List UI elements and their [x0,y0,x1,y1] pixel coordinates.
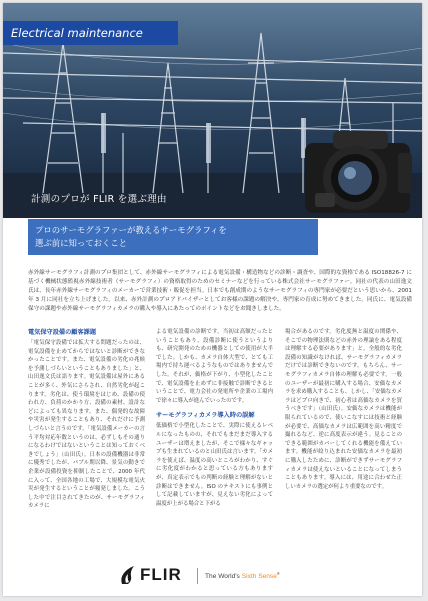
hero-title: 計測のプロが FLIR を選ぶ理由 [31,194,167,205]
tagline-accent: Sixth Sense [241,573,277,581]
column-3-body: 場合があるのです。劣化度無と温度の関係や、そこでの物理法則などの赤外の理論をある程度は理解する必要があります」と。全般的な劣化設備の知識がなければ、サーモグラフィカメラだけでは診断できないのです。もちろん、サーモグラフィカメラ自体の理解も必要です。一般のユーザーが最初に購入する場合、安価なカメラを求め購入することも、しかし、「安価なカメラはどプロ向きで、初心者は高価なカメラを買うべきです」（山田氏）。安価なカメラは機能が限られているので、使いこなすには技術と経験が必要で、高価なカメラは広範囲を高い精度で撮れるなど、逆に高度表示が違う。見ることのできる範囲がカバーしてくれる機能を備えています。機能が絞り込まれた安価なカメラを最初に購入したために、診断ができずサーモグラフィカメラは使えないといることになってしまうこともあります。導入には、用途に合わせた正しいカメラの選定が何より重要なのです。 [285,329,402,490]
section-heading-customer-issues: 電気保守設備の顧客課題 [28,329,97,336]
document-page [3,3,422,596]
flir-logo-icon [119,564,137,586]
flir-brand-name: FLIR [140,565,182,584]
hero-image [3,3,422,218]
column-3 [285,328,402,491]
section-tag: Electrical maintenance [3,21,178,45]
subheading-line-2: 選ぶ前に知っておくこと [35,238,128,248]
tagline [205,571,280,580]
column-2 [156,328,273,508]
subheading-line-1: プロのサーモグラファーが教えるサーモグラフィを [35,225,227,235]
column-1-body: 「電気保守設備では拡大する問題だったのは、電気設備を止めてからではないと診断ができなかったことです。また、電気設備の劣化の兆候を予測しづらいということもありました」と、山田逸文氏は語ります。電気設備は屋外にあることが多く、外気にさらされ、自然劣化が起こります。劣化は、使う環境をはじめ、設備の使われ方、負荷のかかり方、設備の素材、設計などによっても異なります。また、偶発的な故障や災害が発生することもあり、それだけに予測しづらいと言うのです。「電気設備メーカーの言う平均対応年数というのは、必ずしもその通りになるわけではないということは知っておくべきでしょう」（山田氏）。日本の設備機器は非常に優秀でしたが、バブル期以降、景気の動きで企業が設備投資を抑制したことで、2000 年代に入って、全国各地の工場で、大規模な電気火災が発生するということが頻発しました。こうした中で注目されてきたのが、サーモグラフィカメラに [28,340,145,510]
subheading [35,224,305,250]
section-heading-misconceptions: サーモグラフィカメラ導入時の誤解 [156,412,255,420]
logo-divider [197,568,198,584]
column-2-body-bottom: 低価格で小型化したことで、実際に使えるレベルになったものの、それでもまだまだ導入するユーザーは増えましたが、そこで様々なギャップも生まれているのと山田氏は言います。「カメラを使えば、温度の高いところがわかり、すぐに劣化度がわかると思っている方もありますが、真定表示でもの判断の経験と理解がないと診断はできません。ISO のテキストにも事例として記載していますが、見えない劣化によって温度が上がる場合と下がる [156,423,273,507]
column-1 [28,328,145,511]
intro-paragraph: 赤外線サーモグラフィ計測のプロ集団として、赤外線サーモグラフィによる電気設備・構造物などの診断・調査や、国際的な資格である ISO18826-7 に基づく機械状態監視赤外線技術者（サーモグラフィ）の資格取得のためのセミナーなどを行っている株式会社サーモグラファー。同社の代表の山田逸文氏は、長年赤外線サーモグラフィのメーカーで営業技術・販促を担当。日本でも創成期のようなサーモグラフィの専門家が必要だという思いから、2001 年 3 月に同社を立ち上げました。以来、赤外計測のプロアドバイザーとしてお客様の課題の解決や、専門家の育成に努めてきました。同氏に、電気設備保守の課題や赤外線サーモグラフィカメラの購入や導入にあたってのポイントなどをお聞きしました。 [28,270,412,313]
registered-mark: ® [276,571,280,576]
tagline-prefix: The World's [205,573,240,581]
flir-footer-logo [119,564,319,588]
thermal-camera-illustration [305,131,412,213]
column-2-body-top: よる電気設備の診断です。当初は高額だったということもあり、設備診断に使うというよりも、研究開発のための機器としての使用が大半でした。しかも、カメラ自体大型で、とても工場内で持ち運べるようなものではありませんでした。それが、価格が下がり、小型化したことで、電気設備を止めずに非接触で診断できるということで、電力会社の発電所や企業の工場内で徐々に導入が進んでいったのです。 [156,329,273,404]
